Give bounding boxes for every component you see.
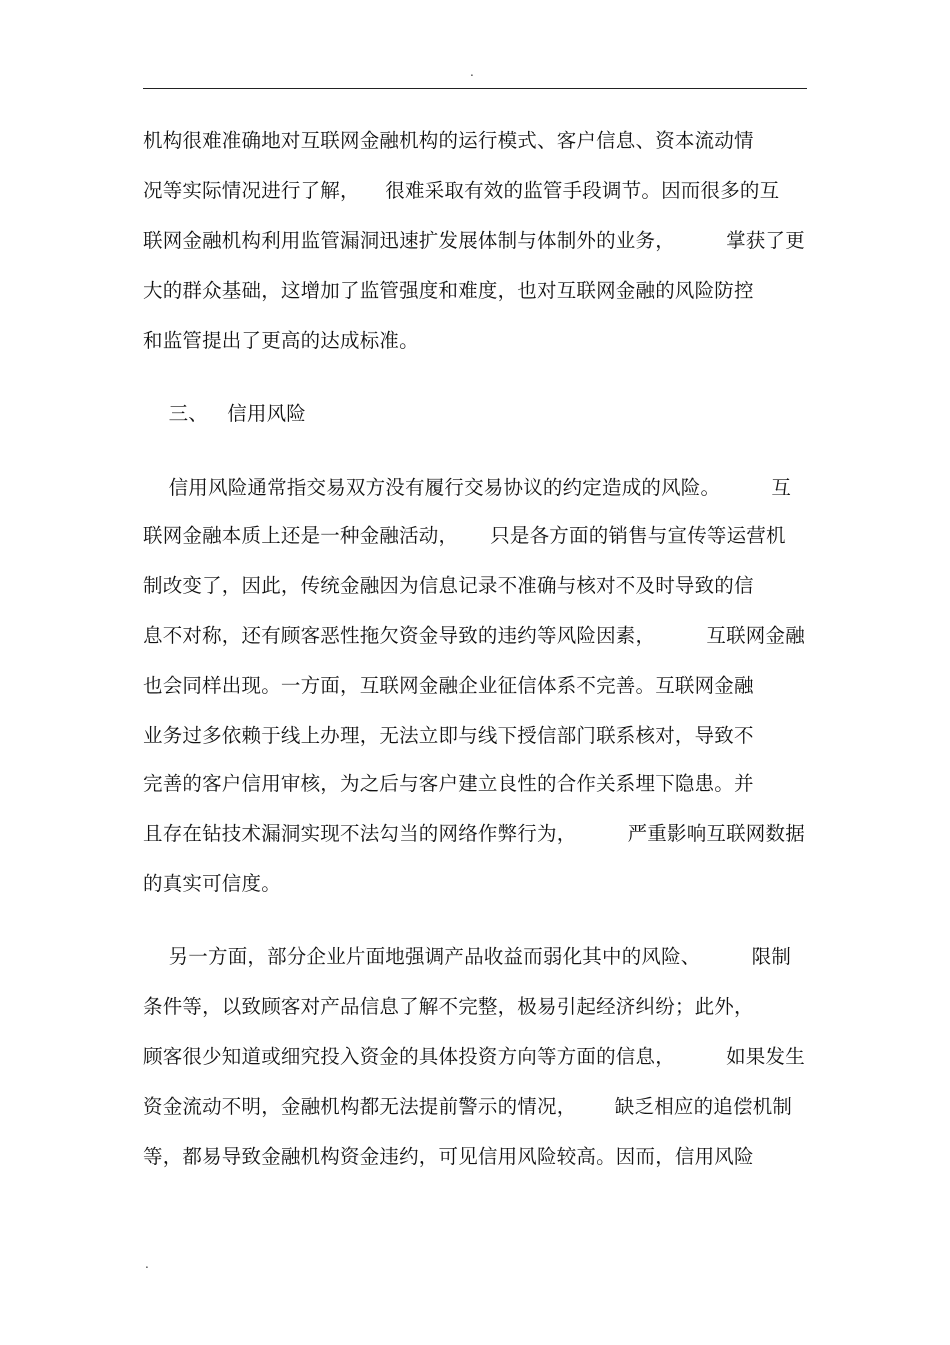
text-line: 完善的客户信用审核，为之后与客户建立良性的合作关系埋下隐患。并 <box>143 772 754 795</box>
text-line: 况等实际情况进行了解， 很难采取有效的监管手段调节。因而很多的互 <box>143 179 780 202</box>
section-heading: 三、 信用风险 <box>143 402 306 425</box>
text-line: 息不对称，还有顾客恶性拖欠资金导致的违约等风险因素， 互联网金融 <box>143 624 805 647</box>
text-line: 联网金融机构利用监管漏洞迅速扩发展体制与体制外的业务， 掌获了更 <box>143 229 805 252</box>
text-line: 和监管提出了更高的达成标准。 <box>143 329 419 352</box>
header-rule <box>143 88 807 89</box>
text-line: 机构很难准确地对互联网金融机构的运行模式、客户信息、资本流动情 <box>143 129 754 152</box>
text-line: 制改变了，因此，传统金融因为信息记录不准确与核对不及时导致的信 <box>143 574 754 597</box>
text-line: 且存在钻技术漏洞实现不法勾当的网络作弊行为， 严重影响互联网数据 <box>143 822 805 845</box>
text-line: 资金流动不明，金融机构都无法提前警示的情况， 缺乏相应的追偿机制 <box>143 1095 793 1118</box>
text-line: 顾客很少知道或细究投入资金的具体投资方向等方面的信息， 如果发生 <box>143 1045 805 1068</box>
footer-mark: . <box>145 1257 149 1271</box>
text-line: 也会同样出现。一方面，互联网金融企业征信体系不完善。互联网金融 <box>143 674 754 697</box>
text-line: 的真实可信度。 <box>143 872 281 895</box>
text-line: 联网金融本质上还是一种金融活动， 只是各方面的销售与宣传等运营机 <box>143 524 786 547</box>
text-line: 信用风险通常指交易双方没有履行交易协议的约定造成的风险。 互 <box>143 476 792 499</box>
text-line: 大的群众基础，这增加了监管强度和难度，也对互联网金融的风险防控 <box>143 279 754 302</box>
text-line: 条件等，以致顾客对产品信息了解不完整，极易引起经济纠纷；此外， <box>143 995 754 1018</box>
text-line: 另一方面，部分企业片面地强调产品收益而弱化其中的风险、 限制 <box>143 945 792 968</box>
text-line: 等，都易导致金融机构资金违约，可见信用风险较高。因而，信用风险 <box>143 1145 754 1168</box>
header-mark: . <box>470 65 474 79</box>
text-line: 业务过多依赖于线上办理，无法立即与线下授信部门联系核对，导致不 <box>143 724 754 747</box>
